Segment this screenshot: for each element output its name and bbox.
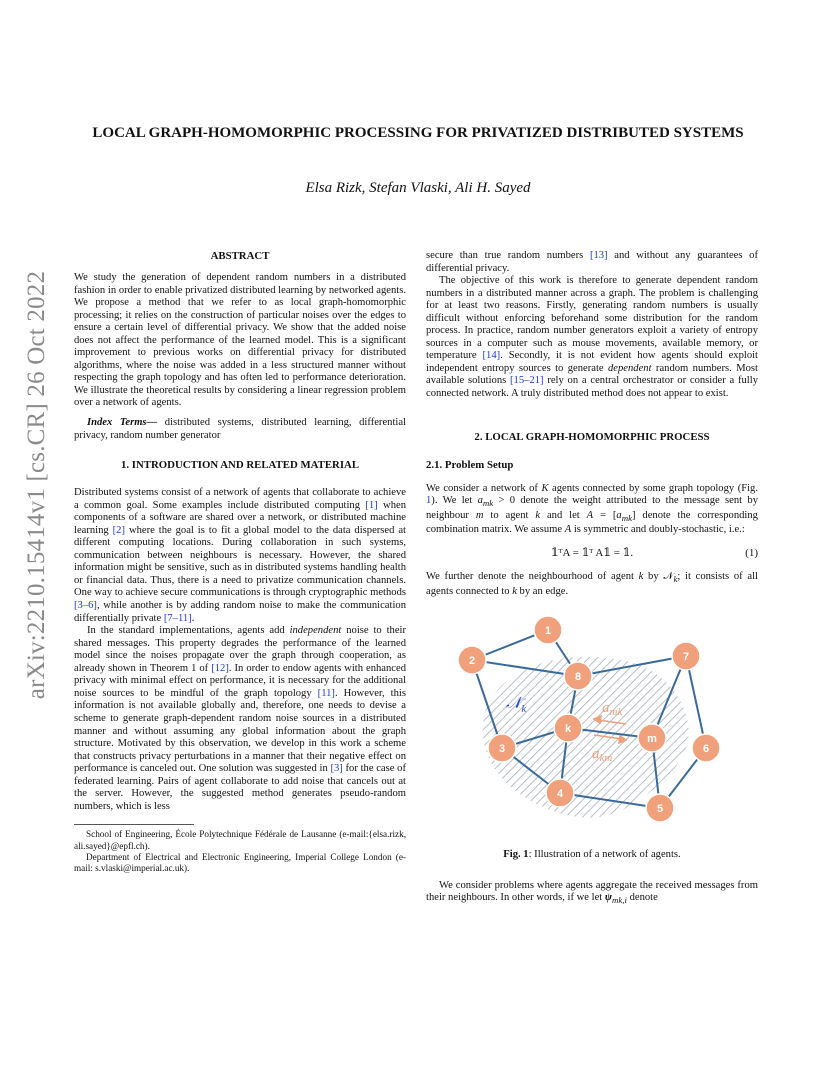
weight-label-akm: $a_{km}$ (592, 746, 613, 765)
arxiv-identifier: arXiv:2210.15414v1 [cs.CR] 26 Oct 2022 (23, 270, 50, 700)
citation-link[interactable]: [13] (589, 250, 608, 261)
right-column (426, 250, 758, 907)
abstract-body: We study the generation of dependent random numbers in a distributed fashion in order to enable privatized distributed learning by networked agents. We propose a method that we refer to as local graph-homomorphic processing; it relies on the construction of particular noises over the edges to ensure a certain level of differential privacy. We show that the added noise does not affect the performance of the learned model. This is a significant improvement to previous works on differential privacy for distributed algorithms, where the noise was added in a less structured manner without respecting the graph topology and has often led to performance deterioration. We illustrate the theoretical results by considering a linear regression problem over a network of agents. (74, 272, 406, 409)
citation-link[interactable]: [12] (211, 662, 229, 674)
citation-link[interactable]: [3–6] (74, 600, 97, 612)
node-label: k (564, 723, 572, 736)
citation-link[interactable]: [15–21] (510, 375, 544, 387)
citation-link[interactable]: [1] (365, 499, 378, 511)
aggregation-paragraph: We consider problems where agents aggregate the received messages from their neighbours. In other words, if we let $\psi_{mk,i}$ denote (426, 879, 758, 906)
figure-ref-link[interactable]: 1 (426, 495, 432, 507)
neighbourhood-paragraph: We further denote the neighbourhood of agent k by 𝒩$_k$; it consists of all agents connected to k by an edge. (426, 570, 758, 597)
right-paragraph-1: secure than true random numbers [13] and without any guarantees of differential privacy. (426, 250, 758, 274)
footnote-rule (74, 824, 194, 825)
node-label: 5 (656, 803, 664, 816)
node-label: 2 (468, 655, 476, 668)
section-2-heading: 2. LOCAL GRAPH-HOMOMORPHIC PROCESS (474, 430, 710, 443)
section-1-heading: 1. INTRODUCTION AND RELATED MATERIAL (120, 459, 360, 472)
subsection-2-1-heading: 2.1. Problem Setup (426, 458, 514, 471)
figure-caption: Fig. 1: Illustration of a network of agents. (503, 849, 681, 861)
intro-paragraph-2: In the standard implementations, agents add independent noise to their shared messages. This property degrades the performance of the learned model since the noises propagate over the graph through cooperation, as already shown in Theorem 1 of [12]. In order to endow agents with enhanced privacy with minimal effect on performance, it is necessary for the additional noise sources to be mindful of the graph topology [11]. However, this information is not available globally and, therefore, one needs to devise a scheme to generate graph-dependent random noise sources in a distributed manner and without assuming any global information about the graph structure. Motivated by this observation, we develop in this work a scheme that constructs privacy perturbations in a manner that their negative effect on performance is canceled out. One solution was suggested in [3] for the case of federated learning. Pairs of agent collaborate to add noise that cancels out at the server. However, the suggested method generates pseudo-random numbers, which is less (74, 625, 406, 812)
neighbourhood-label: 𝒩$_k$ (506, 695, 527, 716)
equation-number: (1) (745, 546, 758, 559)
paper-title: LOCAL GRAPH-HOMOMORPHIC PROCESSING FOR PRIVATIZED DISTRIBUTED SYSTEMS (92, 125, 744, 141)
node-label: 6 (702, 743, 710, 756)
citation-link[interactable]: [14] (482, 350, 501, 362)
node-label: 7 (682, 651, 690, 664)
node-label: 1 (544, 625, 552, 638)
index-terms-list: distributed systems, distributed learning, differential privacy, random number generator (74, 417, 406, 441)
node-label: 8 (574, 671, 582, 684)
citation-link[interactable]: [7–11] (163, 612, 192, 624)
equation-body: 𝟙ᵀA = 𝟙ᵀ A𝟙 = 𝟙. (550, 546, 634, 559)
node-label: 4 (556, 788, 564, 801)
citation-link[interactable]: [11] (317, 687, 335, 699)
right-paragraph-2: The objective of this work is therefore to generate dependent random numbers in a distributed manner across a graph. The problem is challenging for at least two reasons. Firstly, generating random numbers is usually difficult without enforcing beforehand some distribution for the random process. In practice, random number generators exploit a variety of entropy sources in a computer such as mouse movements, available memory, or temperature [14]. Secondly, it is not evident how agents should exploit independent entropy sources to generate dependent random numbers. Most available solutions [15–21] rely on a central orchestrator or consider a fully connected network. A truly distributed method does not appear to exist. (426, 275, 759, 400)
problem-setup-paragraph: We consider a network of K agents connected by some graph topology (Fig. 1). We let $a_{mk} > 0$ denote the weight attributed to the message sent by neighbour m to agent k and let $A = [a_{mk}]$ denote the corresponding combination matrix. We assume A is symmetric and doubly-stochastic, i.e.: (426, 482, 758, 536)
node-label: 3 (498, 743, 506, 756)
citation-link[interactable]: [3] (330, 763, 343, 775)
index-terms-label: Index Terms— (87, 417, 158, 429)
weight-label-amk: $a_{mk}$ (602, 700, 623, 719)
footnote-affiliation-1: School of Engineering, École Polytechnique Fédérale de Lausanne (e-mail:{elsa.rizk, ali.sayed}@epfl.ch). (74, 829, 406, 851)
intro-paragraph-1: Distributed systems consist of a network of agents that collaborate to achieve a common goal. Some examples include distributed computing [1] when components of a software are shared over a network, or distributed machine learning [2] where the goal is to fit a global model to the data dispersed at different computing locations. During collaboration in such systems, communication between neighbours is necessary. However, the shared information might be sensitive, such as in distributed systems handling health or financial data. Thus, there is a need to privatize communication channels. One way to achieve secure communications is through cryptographic methods [3–6], while another is by adding random noise to make the communication differentially private [7–11]. (74, 487, 406, 624)
abstract-heading: ABSTRACT (210, 250, 270, 262)
figure-caption-label: Fig. 1 (503, 849, 529, 861)
left-column (74, 250, 406, 874)
index-terms (74, 417, 406, 442)
footnote-affiliation-2: Department of Electrical and Electronic Engineering, Imperial College London (e-mail: s.vlaski@imperial.ac.uk). (74, 851, 406, 873)
paper-authors: Elsa Rizk, Stefan Vlaski, Ali H. Sayed (305, 180, 531, 196)
network-figure (426, 608, 758, 838)
citation-link[interactable]: [2] (112, 524, 126, 536)
node-label: m (647, 733, 657, 746)
equation-1 (426, 545, 758, 561)
